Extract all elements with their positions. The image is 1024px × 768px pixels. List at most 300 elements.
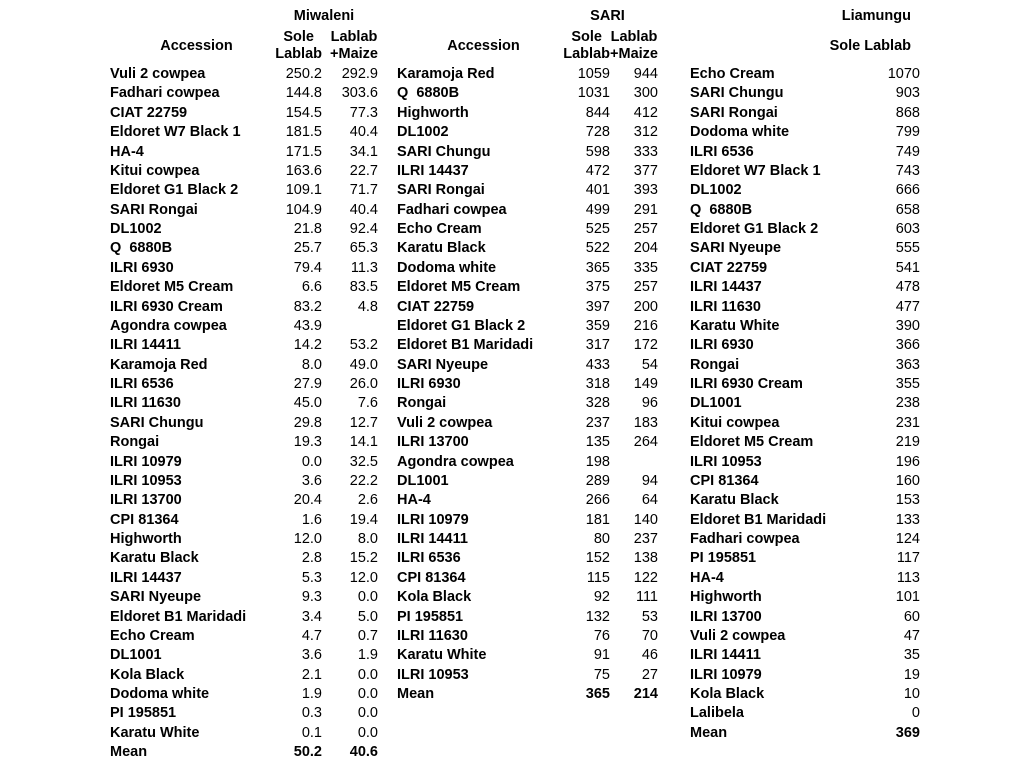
spacer [658, 608, 690, 627]
value-cell: 83.2 [293, 298, 322, 315]
accession-cell: Karamoja Red [397, 66, 495, 82]
spacer [0, 84, 110, 103]
table-row [0, 259, 1024, 278]
value-cell: 198 [585, 453, 610, 470]
table-row [0, 104, 1024, 123]
site-title-sari: SARI [590, 8, 625, 24]
value-cell: 79.4 [293, 259, 322, 276]
value-cell: 237 [633, 531, 658, 547]
accession-cell: SARI Chungu [110, 414, 204, 431]
value-cell: 359 [585, 317, 610, 334]
table-row [0, 608, 1024, 627]
table-row [0, 181, 1024, 200]
spacer [0, 356, 110, 375]
accession-column-header-sari: Accession [447, 38, 520, 54]
accession-cell: SARI Chungu [397, 143, 491, 160]
accession-cell: Eldoret B1 Maridadi [110, 608, 247, 625]
accession-cell: ILRI 10979 [690, 666, 762, 683]
accession-cell: Rongai [690, 356, 740, 373]
value-cell: 27.9 [293, 376, 322, 392]
table-row [0, 549, 1024, 568]
accession-cell: Kitui cowpea [110, 162, 200, 179]
spacer [658, 181, 690, 200]
accession-cell: ILRI 10953 [690, 453, 762, 470]
value-cell: 2.8 [301, 550, 322, 567]
spacer [378, 181, 397, 200]
value-cell: 7.6 [357, 395, 378, 412]
value-cell [610, 453, 658, 472]
value-cell: 363 [895, 356, 920, 373]
value-cell: 266 [585, 492, 610, 509]
value-cell: 478 [895, 279, 920, 296]
accession-cell: Eldoret G1 Black 2 [110, 182, 239, 199]
value-cell [610, 743, 658, 762]
accession-cell: Dodoma white [690, 124, 790, 141]
value-cell: 377 [633, 162, 658, 179]
spacer [378, 666, 397, 685]
accession-cell: CIAT 22759 [110, 104, 188, 121]
value-cell [804, 743, 920, 762]
accession-cell: ILRI 10953 [110, 472, 182, 489]
value-cell: 8.0 [301, 356, 322, 373]
value-cell: 76 [593, 627, 610, 644]
value-cell: 522 [585, 240, 610, 257]
value-cell: 53 [641, 608, 658, 625]
accession-cell: PI 195851 [397, 608, 464, 625]
value-cell: 0.7 [357, 627, 378, 644]
accession-cell: Karatu Black [690, 492, 779, 509]
accession-cell: Fadhari cowpea [690, 531, 800, 547]
spacer [658, 298, 690, 317]
table-row [0, 336, 1024, 355]
value-cell: 12.0 [293, 531, 322, 547]
spacer [658, 627, 690, 646]
spacer [658, 162, 690, 181]
accession-cell: SARI Nyeupe [110, 589, 202, 606]
accession-cell: Q 6880B [690, 201, 753, 218]
value-cell: 75 [593, 666, 610, 683]
table-row [0, 65, 1024, 84]
accession-cell: Eldoret B1 Maridadi [690, 511, 827, 528]
spacer [0, 394, 110, 413]
table-row [0, 414, 1024, 433]
spacer [0, 143, 110, 162]
table-row [0, 356, 1024, 375]
accession-cell: ILRI 14411 [690, 647, 761, 664]
value-cell: 1.9 [301, 686, 322, 702]
spacer [378, 394, 397, 413]
value-cell: 868 [895, 104, 920, 121]
table-body [0, 65, 1024, 763]
header-line: +Maize [330, 46, 378, 62]
spacer [0, 472, 110, 491]
value-cell: 264 [633, 434, 658, 451]
accession-cell: Eldoret W7 Black 1 [110, 124, 241, 141]
spacer [658, 278, 690, 297]
spacer [0, 511, 110, 530]
value-cell: 14.2 [293, 337, 322, 354]
accession-cell: DL1002 [397, 124, 449, 141]
table-row [0, 278, 1024, 297]
accession-cell: ILRI 6930 [690, 337, 754, 354]
header-line: Lablab [563, 46, 610, 62]
spacer [658, 220, 690, 239]
accession-cell: Kola Black [397, 589, 472, 606]
value-cell: 96 [641, 395, 658, 412]
value-cell: 5.3 [301, 569, 322, 586]
value-cell: 375 [585, 279, 610, 296]
spacer [0, 104, 110, 123]
value-cell: 149 [633, 376, 658, 392]
value-cell: 4.8 [357, 298, 378, 315]
accession-cell: PI 195851 [690, 550, 757, 567]
accession-cell: SARI Chungu [690, 85, 784, 102]
value-cell: 22.7 [349, 162, 378, 179]
header-line: Lablab [330, 29, 378, 45]
value-cell: 944 [633, 66, 658, 82]
value-cell: 46 [641, 647, 658, 664]
accession-cell: HA-4 [110, 143, 144, 160]
value-cell: 0 [911, 705, 920, 722]
value-cell: 115 [586, 569, 610, 586]
spacer [658, 685, 690, 704]
table-row [0, 530, 1024, 549]
table-row [0, 646, 1024, 665]
spacer [378, 588, 397, 607]
spacer [378, 646, 397, 665]
spacer [658, 414, 690, 433]
accession-cell: Eldoret W7 Black 1 [690, 162, 821, 179]
spacer [658, 317, 690, 336]
accession-cell: ILRI 11630 [110, 395, 181, 412]
accession-cell: Karamoja Red [110, 356, 208, 373]
spacer [0, 549, 110, 568]
table-row [0, 298, 1024, 317]
value-cell: 50.2 [293, 744, 322, 761]
accession-cell: CPI 81364 [110, 511, 179, 528]
accession-cell: ILRI 13700 [110, 492, 182, 509]
value-cell: 12.7 [349, 414, 378, 431]
value-cell: 1059 [577, 66, 610, 82]
value-cell: 11.3 [350, 259, 378, 276]
spacer [378, 123, 397, 142]
spacer [0, 608, 110, 627]
value-cell: 204 [633, 240, 658, 257]
accession-cell: Q 6880B [397, 85, 460, 102]
table-row [0, 511, 1024, 530]
accession-cell: DL1002 [110, 221, 162, 237]
spacer [378, 608, 397, 627]
value-cell: 64 [641, 492, 658, 509]
spacer [0, 298, 110, 317]
value-cell: 5.0 [357, 608, 378, 625]
value-cell: 3.6 [301, 472, 322, 489]
accession-cell: Vuli 2 cowpea [110, 66, 206, 82]
value-cell: 291 [633, 201, 658, 218]
value-cell: 6.6 [301, 279, 322, 296]
value-cell: 355 [895, 376, 920, 392]
spacer [378, 356, 397, 375]
spacer [378, 530, 397, 549]
value-cell: 132 [585, 608, 610, 625]
value-cell: 237 [585, 414, 610, 431]
spacer [658, 201, 690, 220]
value-cell: 541 [895, 259, 920, 276]
value-cell: 525 [585, 221, 610, 237]
value-cell: 477 [895, 298, 920, 315]
site-titles-row [0, 8, 1024, 28]
spacer [378, 685, 397, 704]
table-row [0, 201, 1024, 220]
value-cell: 53.2 [349, 337, 378, 354]
spacer [0, 27, 110, 65]
value-cell: 29.8 [293, 414, 322, 431]
accession-cell: Fadhari cowpea [110, 85, 220, 102]
value-cell: 397 [585, 298, 610, 315]
value-cell: 40.4 [349, 124, 378, 141]
spacer [658, 704, 690, 723]
value-cell: 181 [585, 511, 610, 528]
header-line: Sole [283, 29, 314, 45]
value-cell: 124 [895, 531, 920, 547]
value-cell: 152 [585, 550, 610, 567]
spacer [658, 123, 690, 142]
value-cell: 122 [633, 569, 658, 586]
accession-cell: SARI Nyeupe [690, 240, 782, 257]
value-cell: 15.2 [349, 550, 378, 567]
value-cell: 312 [633, 124, 658, 141]
spacer [378, 491, 397, 510]
table-row [0, 394, 1024, 413]
accession-cell: DL1002 [690, 182, 742, 199]
accession-cell: DL1001 [690, 395, 742, 412]
value-cell: 303.6 [341, 85, 378, 102]
accession-cell: SARI Rongai [397, 182, 485, 199]
spacer [378, 27, 397, 65]
sole-lablab-column-header-liamungu: Sole Lablab [829, 38, 911, 54]
accession-cell: Karatu White [110, 724, 200, 741]
accession-cell: Agondra cowpea [110, 317, 227, 334]
accession-cell: ILRI 14437 [397, 162, 469, 179]
spacer [378, 65, 397, 84]
accession-cell: SARI Nyeupe [397, 356, 489, 373]
accession-cell: ILRI 14411 [397, 531, 468, 547]
accession-cell: ILRI 13700 [690, 608, 762, 625]
header-line: Sole [571, 29, 602, 45]
accession-cell: ILRI 10979 [110, 453, 182, 470]
spacer [690, 27, 804, 65]
value-cell: 8.0 [357, 531, 378, 547]
value-cell: 19.3 [293, 434, 322, 451]
value-cell: 133 [895, 511, 920, 528]
value-cell: 80 [593, 531, 610, 547]
value-cell: 140 [633, 511, 658, 528]
table-row [0, 704, 1024, 723]
accession-cell: ILRI 14437 [690, 279, 762, 296]
accession-cell: Mean [397, 686, 435, 702]
spacer [378, 472, 397, 491]
accession-cell: CPI 81364 [690, 472, 759, 489]
value-cell: 43.9 [293, 317, 322, 334]
accession-cell: Echo Cream [690, 66, 775, 82]
spacer [0, 239, 110, 258]
spacer [378, 298, 397, 317]
spacer [0, 704, 110, 723]
value-cell: 34.1 [349, 143, 378, 160]
value-cell: 40.4 [349, 201, 378, 218]
accession-cell: ILRI 11630 [397, 627, 468, 644]
value-cell: 219 [895, 434, 920, 451]
spacer [658, 356, 690, 375]
value-cell: 393 [633, 182, 658, 199]
value-cell: 214 [633, 686, 658, 702]
sole-lablab-column-header-miwaleni [238, 27, 322, 65]
value-cell: 117 [896, 550, 920, 567]
value-cell: 60 [903, 608, 920, 625]
spacer [0, 491, 110, 510]
spacer [0, 278, 110, 297]
value-cell: 3.4 [301, 608, 322, 625]
spacer [0, 65, 110, 84]
spacer [658, 336, 690, 355]
spacer [378, 143, 397, 162]
value-cell: 433 [585, 356, 610, 373]
spacer [658, 530, 690, 549]
value-cell: 101 [895, 589, 920, 606]
spacer [0, 259, 110, 278]
spacer [0, 646, 110, 665]
accession-cell: Mean [110, 744, 148, 761]
spacer [0, 336, 110, 355]
header-line: +Maize [610, 46, 658, 62]
table-row [0, 143, 1024, 162]
value-cell: 25.7 [293, 240, 322, 257]
accession-cell: Kola Black [110, 666, 185, 683]
value-cell: 138 [633, 550, 658, 567]
value-cell: 47 [903, 627, 920, 644]
spacer [378, 414, 397, 433]
value-cell: 300 [633, 85, 658, 102]
accession-cell: Vuli 2 cowpea [397, 414, 493, 431]
spacer [0, 724, 110, 743]
value-cell: 231 [895, 414, 920, 431]
spacer [658, 65, 690, 84]
value-cell: 658 [895, 201, 920, 218]
accession-cell: DL1001 [397, 472, 449, 489]
accession-cell: Eldoret G1 Black 2 [690, 221, 819, 237]
table-row [0, 123, 1024, 142]
header-line: Lablab [610, 29, 658, 45]
value-cell: 499 [585, 201, 610, 218]
spacer [0, 743, 110, 762]
table-row [0, 220, 1024, 239]
accession-cell: CIAT 22759 [690, 259, 768, 276]
value-cell: 328 [585, 395, 610, 412]
value-cell: 71.7 [349, 182, 378, 199]
accession-cell: HA-4 [397, 492, 431, 509]
accession-cell: Eldoret G1 Black 2 [397, 317, 526, 334]
table-row [0, 433, 1024, 452]
value-cell: 92 [593, 589, 610, 606]
value-cell [610, 724, 658, 743]
value-cell: 238 [895, 395, 920, 412]
accession-cell: Karatu White [690, 317, 780, 334]
value-cell: 401 [585, 182, 610, 199]
value-cell: 292.9 [341, 66, 378, 82]
value-cell: 728 [585, 124, 610, 141]
spacer [378, 375, 397, 394]
value-cell: 369 [895, 724, 920, 741]
value-cell: 200 [633, 298, 658, 315]
accession-cell: ILRI 13700 [397, 434, 469, 451]
spacer [0, 181, 110, 200]
value-cell: 216 [633, 317, 658, 334]
accession-cell: Dodoma white [397, 259, 497, 276]
value-cell: 111 [635, 589, 658, 606]
accession-cell: Eldoret M5 Cream [690, 434, 814, 451]
value-cell [322, 317, 378, 336]
value-cell: 65.3 [349, 240, 378, 257]
value-cell: 0.0 [357, 686, 378, 702]
accession-cell: ILRI 14411 [110, 337, 181, 354]
value-cell: 94 [641, 472, 658, 489]
accession-cell: Rongai [397, 395, 447, 412]
spacer [378, 336, 397, 355]
value-cell: 472 [585, 162, 610, 179]
value-cell: 1.6 [301, 511, 322, 528]
value-cell: 257 [633, 221, 658, 237]
accession-cell: Fadhari cowpea [397, 201, 507, 218]
value-cell: 365 [585, 686, 610, 702]
accession-cell: Eldoret M5 Cream [110, 279, 234, 296]
value-cell: 333 [633, 143, 658, 160]
accession-cell: Kitui cowpea [690, 414, 780, 431]
accession-cell: ILRI 6536 [690, 143, 754, 160]
table-row [0, 743, 1024, 762]
table-row [0, 627, 1024, 646]
value-cell: 163.6 [285, 162, 322, 179]
spacer [0, 666, 110, 685]
spacer [378, 84, 397, 103]
value-cell: 598 [585, 143, 610, 160]
accession-cell: Karatu Black [110, 550, 199, 567]
site-title-miwaleni: Miwaleni [293, 8, 355, 24]
value-cell: 92.4 [349, 221, 378, 237]
spacer [658, 743, 690, 762]
table-row [0, 588, 1024, 607]
spacer [378, 433, 397, 452]
spacer [658, 588, 690, 607]
accession-cell: Vuli 2 cowpea [690, 627, 786, 644]
column-header-row [0, 27, 920, 65]
table-row [0, 317, 1024, 336]
spacer [378, 104, 397, 123]
value-cell: 0.0 [357, 705, 378, 722]
value-cell: 743 [895, 162, 920, 179]
value-cell: 196 [895, 453, 920, 470]
table-row [0, 685, 1024, 704]
value-cell: 12.0 [349, 569, 378, 586]
spacer [0, 453, 110, 472]
value-cell: 0.3 [301, 705, 322, 722]
value-cell: 20.4 [293, 492, 322, 509]
spacer [0, 201, 110, 220]
spacer [658, 27, 690, 65]
accession-cell: Eldoret M5 Cream [397, 279, 521, 296]
value-cell: 0.0 [357, 589, 378, 606]
value-cell [610, 704, 658, 723]
accession-cell: Rongai [110, 434, 160, 451]
